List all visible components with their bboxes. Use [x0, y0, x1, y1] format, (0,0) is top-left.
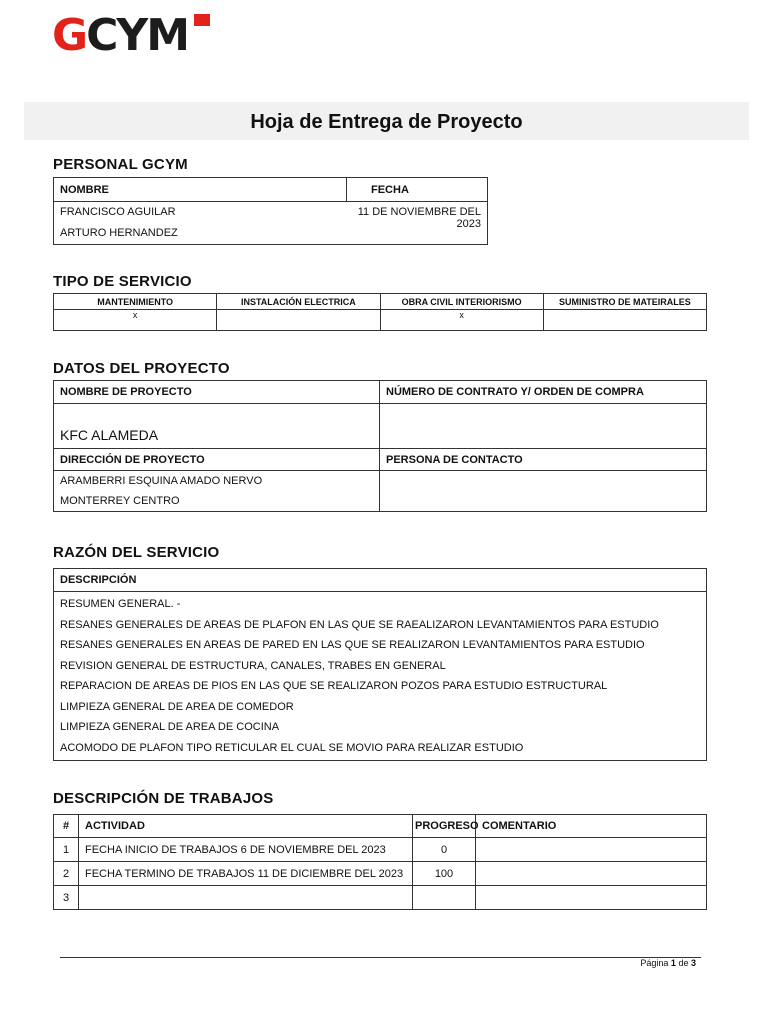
page-word: Página — [640, 958, 669, 968]
works-num: 1 — [54, 838, 79, 862]
page-of: de — [678, 958, 689, 968]
service-type-header: MANTENIMIENTO — [54, 294, 217, 310]
page-current: 1 — [670, 958, 676, 968]
works-col-num: # — [54, 815, 79, 838]
service-type-header: INSTALACIÓN ELECTRICA — [217, 294, 380, 310]
works-col-progress: PROGRESO — [413, 815, 476, 838]
service-type-header: OBRA CIVIL INTERIORISMO — [380, 294, 543, 310]
works-col-comment: COMENTARIO — [476, 815, 707, 838]
personal-heading: PERSONAL GCYM — [53, 156, 188, 173]
project-address-line: ARAMBERRI ESQUINA AMADO NERVO — [60, 475, 263, 487]
logo-letters: CYM — [86, 10, 189, 61]
service-type-mark: x — [380, 310, 543, 331]
project-address-line: MONTERREY CENTRO — [60, 495, 180, 507]
works-comment — [476, 862, 707, 886]
reason-line: LIMPIEZA GENERAL DE AREA DE COMEDOR — [60, 700, 294, 713]
reason-line: LIMPIEZA GENERAL DE AREA DE COCINA — [60, 721, 280, 733]
works-num: 2 — [54, 862, 79, 886]
personal-name: FRANCISCO AGUILAR — [60, 206, 176, 218]
works-table — [53, 814, 707, 910]
works-activity: FECHA INICIO DE TRABAJOS 6 DE NOVIEMBRE DEL 2023 — [79, 838, 413, 862]
project-address-label: DIRECCIÓN DE PROYECTO — [54, 449, 380, 471]
personal-col-date: FECHA — [347, 178, 488, 202]
service-type-table — [53, 293, 707, 331]
works-comment — [476, 886, 707, 910]
reason-desc-cell — [54, 592, 707, 761]
works-progress: 100 — [413, 862, 476, 886]
personal-col-name: NOMBRE — [54, 178, 347, 202]
page-total: 3 — [690, 958, 696, 968]
personal-date: 11 DE NOVIEMBRE DEL 2023 — [357, 206, 481, 230]
project-contract-label: NÚMERO DE CONTRATO Y/ ORDEN DE COMPRA — [380, 381, 707, 404]
service-type-mark — [543, 310, 706, 331]
project-name-value: KFC ALAMEDA — [54, 404, 380, 449]
works-comment — [476, 838, 707, 862]
reason-line: ACOMODO DE PLAFON TIPO RETICULAR EL CUAL SE MOVIO PARA REALIZAR ESTUDIO — [60, 741, 524, 754]
project-contact-value — [380, 471, 707, 512]
logo-accent — [194, 14, 210, 26]
project-contact-label: PERSONA DE CONTACTO — [380, 449, 707, 471]
project-contract-value — [380, 404, 707, 449]
table-row — [54, 886, 707, 910]
reason-line: RESANES GENERALES EN AREAS DE PARED EN LAS QUE SE REALIZARON LEVANTAMIENTOS PARA ESTUDIO — [60, 639, 645, 651]
reason-line: RESANES GENERALES DE AREAS DE PLAFON EN LAS QUE SE RAEALIZARON LEVANTAMIENTOS PARA ESTUDIO — [60, 618, 659, 631]
project-name-label: NOMBRE DE PROYECTO — [54, 381, 380, 404]
reason-desc-label: DESCRIPCIÓN — [54, 569, 707, 592]
works-col-activity: ACTIVIDAD — [79, 815, 413, 838]
works-num: 3 — [54, 886, 79, 910]
reason-line: RESUMEN GENERAL. - — [60, 598, 181, 610]
service-type-mark: x — [54, 310, 217, 331]
personal-table — [53, 177, 488, 245]
works-progress: 0 — [413, 838, 476, 862]
logo-letter-g: G — [52, 10, 87, 61]
personal-dates-cell — [347, 202, 488, 245]
service-type-header: SUMINISTRO DE MATEIRALES — [543, 294, 706, 310]
page-number — [560, 958, 696, 968]
reason-line: REVISION GENERAL DE ESTRUCTURA, CANALES, TRABES EN GENERAL — [60, 659, 446, 672]
project-table — [53, 380, 707, 512]
company-logo — [52, 10, 212, 64]
document-title: Hoja de Entrega de Proyecto — [250, 111, 523, 133]
reason-heading: RAZÓN DEL SERVICIO — [53, 544, 220, 561]
table-row — [54, 862, 707, 886]
works-progress — [413, 886, 476, 910]
table-row — [54, 838, 707, 862]
works-activity: FECHA TERMINO DE TRABAJOS 11 DE DICIEMBRE DEL 2023 — [79, 862, 413, 886]
works-activity — [79, 886, 413, 910]
project-heading: DATOS DEL PROYECTO — [53, 360, 230, 377]
project-address-cell — [54, 471, 380, 512]
works-heading: DESCRIPCIÓN DE TRABAJOS — [53, 790, 274, 807]
reason-line: REPARACION DE AREAS DE PIOS EN LAS QUE SE REALIZARON POZOS PARA ESTUDIO ESTRUCTURAL — [60, 680, 608, 692]
personal-name: ARTURO HERNANDEZ — [60, 227, 178, 239]
personal-names-cell — [54, 202, 347, 245]
service-type-mark — [217, 310, 380, 331]
service-type-heading: TIPO DE SERVICIO — [53, 273, 192, 290]
reason-table — [53, 568, 707, 761]
